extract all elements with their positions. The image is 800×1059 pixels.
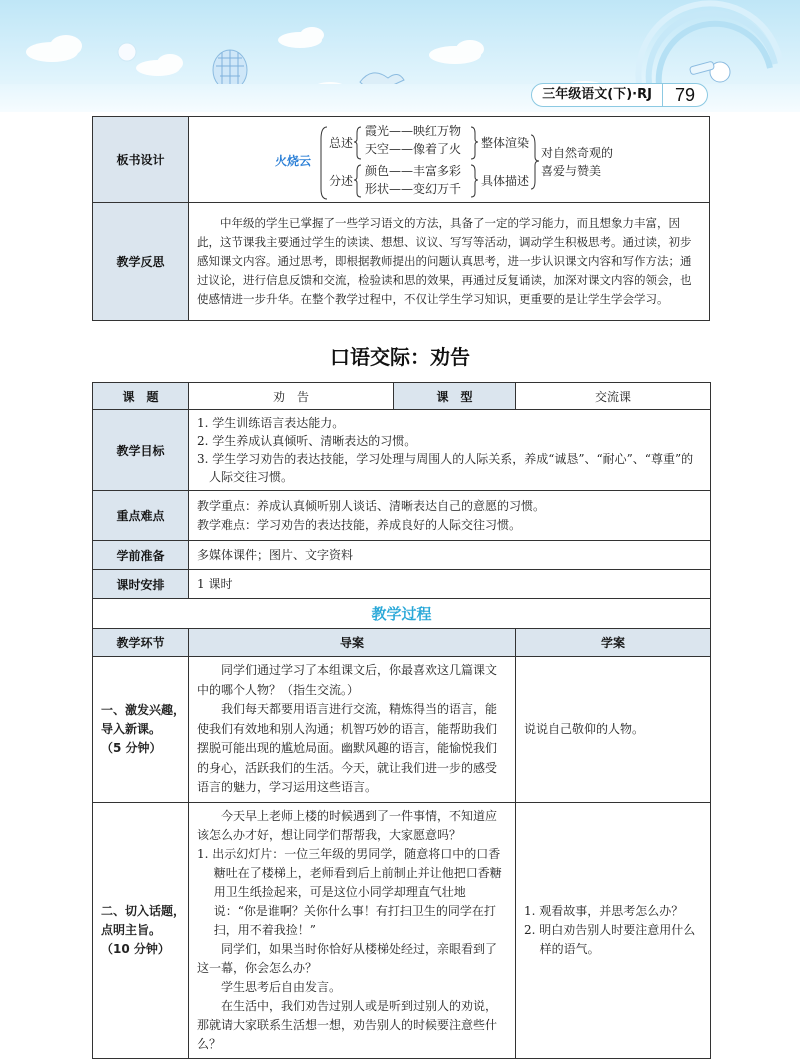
key-content (189, 491, 711, 541)
time-value: 1 课时 (189, 570, 711, 599)
board-group: 具体描述 (481, 173, 530, 188)
rainbow-icon (638, 3, 780, 92)
goal-item: 3. 学生学习劝告的表达技能，学习处理与周围人的人际关系，养成“诚恳”、“耐心”、“尊重”的人际交往习惯。 (197, 452, 694, 484)
board-group: 整体渲染 (481, 135, 530, 150)
board-fenshu: 分述 (329, 173, 354, 188)
reflection-label: 教学反思 (93, 203, 189, 321)
page-tag (531, 83, 708, 107)
col-guide: 导案 (189, 629, 516, 657)
stage-cell (93, 802, 189, 1058)
stage-line: 一、激发兴趣， (101, 702, 186, 717)
col-study: 学案 (516, 629, 711, 657)
lesson-plan-table (92, 382, 711, 1059)
page-header (0, 0, 800, 112)
study-item: 2. 明白劝告别人时要注意用什么样的语气。 (524, 922, 696, 956)
guide-paragraph: 同学们通过学习了本组课文后，你最喜欢这几篇课文中的哪个人物？（指生交流。） (197, 663, 498, 697)
key-point: 教学难点：学习劝告的表达技能，养成良好的人际交往习惯。 (197, 517, 522, 532)
topic-value: 劝 告 (189, 383, 394, 410)
stage-cell (93, 657, 189, 803)
type-value: 交流课 (516, 383, 711, 410)
col-stage: 教学环节 (93, 629, 189, 657)
page-number: 79 (663, 83, 708, 107)
guide-paragraph: 在生活中，我们劝告过别人或是听到过别人的劝说，那就请大家联系生活想一想，劝告别人的时候要注意些什么？ (197, 998, 498, 1051)
board-line: 颜色——丰富多彩 (365, 163, 462, 178)
guide-item: 1. 出示幻灯片：一位三年级的男同学，随意将口中的口香糖吐在了楼梯上，老师看到后上前制止并让他把口香糖用卫生纸捡起来，可是这位小同学却理直气壮地说：“你是谁啊？关你什么事！有打扫卫生的同学在打扫，用不着我捡！” (197, 846, 502, 937)
process-row (93, 802, 711, 1058)
reflection-row (93, 203, 710, 321)
stage-line: （10 分钟） (101, 941, 170, 956)
reflection-text: 中年级的学生已掌握了一些学习语文的方法，具备了一定的学习能力，而且想象力丰富，因此，这节课我主要通过学生的读读、想想、议议、写写等活动，调动学生积极思考。通过读，初步感知课文内容。通过思考，即根据教师提出的问题认真思考，进一步认识课文内容和写作方法；通过议论，进行信息反馈和交流，检验读和思的效果，再通过反复诵读，加深对课文内容的领会，也使感情进一步升华。在整个教学过程中，不仅让学生学习知识，更重要的是让学生学会学习。 (189, 203, 710, 321)
guide-paragraph: 今天早上老师上楼的时候遇到了一件事情，不知道应该怎么办才好，想让同学们帮帮我，大家愿意吗？ (197, 808, 498, 842)
time-row (93, 570, 711, 599)
telescope-kid-icon (689, 61, 730, 82)
goals-label: 教学目标 (93, 410, 189, 491)
guide-cell (189, 802, 516, 1058)
study-item: 说说自己敬仰的人物。 (524, 722, 645, 737)
prep-row (93, 541, 711, 570)
board-content (189, 117, 710, 203)
process-title-row (93, 599, 711, 629)
goal-item: 1. 学生训练语言表达能力。 (197, 416, 345, 430)
board-row (93, 117, 710, 203)
board-conclusion: 喜爱与赞美 (541, 163, 602, 178)
process-row (93, 657, 711, 803)
goals-content (189, 410, 711, 491)
key-point: 教学重点：养成认真倾听别人谈话、清晰表达自己的意愿的习惯。 (197, 498, 546, 513)
board-line: 霞光——映红万物 (365, 123, 462, 138)
board-center: 火烧云 (275, 153, 312, 168)
board-line: 天空——像着了火 (365, 141, 462, 156)
sun-icon (118, 43, 136, 61)
board-line: 形状——变幻万千 (365, 181, 462, 196)
prep-value: 多媒体课件；图片、文字资料 (189, 541, 711, 570)
process-title: 教学过程 (93, 599, 711, 629)
stage-line: （5 分钟） (101, 740, 162, 755)
goal-item: 2. 学生养成认真倾听、清晰表达的习惯。 (197, 434, 417, 448)
topic-label: 课 题 (93, 383, 189, 410)
time-label: 课时安排 (93, 570, 189, 599)
study-item: 1. 观看故事，并思考怎么办？ (524, 903, 684, 918)
stage-line: 导入新课。 (101, 721, 162, 736)
board-conclusion: 对自然奇观的 (541, 145, 614, 160)
guide-paragraph: 我们每天都要用语言进行交流，精炼得当的语言，能使我们有效地和别人沟通；机智巧妙的语言，能帮助我们摆脱可能出现的尴尬局面。幽默风趣的语言，能愉悦我们的身心，活跃我们的生活。今天，就让我们进一步的感受语言的魅力，学习运用这些语言。 (197, 702, 498, 794)
key-row (93, 491, 711, 541)
guide-cell (189, 657, 516, 803)
goals-row (93, 410, 711, 491)
grade-label: 三年级语文(下)·RJ (531, 83, 663, 107)
board-zongshu: 总述 (329, 135, 354, 150)
stage-line: 点明主旨。 (101, 922, 162, 937)
guide-paragraph: 学生思考后自由发言。 (221, 979, 342, 994)
key-label: 重点难点 (93, 491, 189, 541)
prep-label: 学前准备 (93, 541, 189, 570)
study-cell (516, 657, 711, 803)
guide-paragraph: 同学们，如果当时你恰好从楼梯处经过，亲眼看到了这一幕，你会怎么办？ (197, 941, 498, 975)
process-header-row (93, 629, 711, 657)
lesson-title: 口语交际：劝告 (330, 345, 470, 369)
stage-line: 二、切入话题， (101, 903, 186, 918)
study-cell (516, 802, 711, 1058)
board-label: 板书设计 (93, 117, 189, 203)
board-reflection-table (92, 116, 710, 321)
topic-row (93, 383, 711, 410)
type-label: 课 型 (394, 383, 516, 410)
